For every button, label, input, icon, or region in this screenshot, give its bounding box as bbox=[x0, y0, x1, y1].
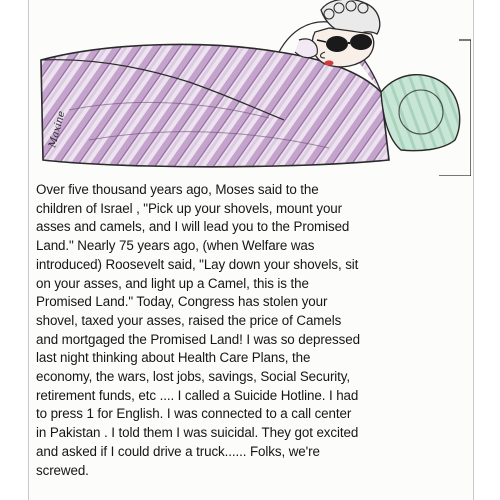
story-line: Promised Land." Today, Congress has stolen your bbox=[36, 294, 328, 310]
story-line: shovel, taxed your asses, raised the price of Camels bbox=[36, 312, 342, 328]
story-line: children of Israel , "Pick up your shovels, mount your bbox=[36, 200, 342, 216]
story-line: introduced) Roosevelt said, "Lay down your shovels, sit bbox=[36, 256, 359, 272]
artist-signature: Maxine bbox=[47, 109, 68, 149]
story-line: screwed. bbox=[36, 462, 89, 478]
blanket-fold bbox=[295, 39, 317, 58]
pillow bbox=[381, 75, 460, 151]
maxine-head bbox=[312, 0, 380, 67]
story-line: asses and camels, and I will lead you to the Promised bbox=[36, 219, 350, 235]
story-line: economy, the wars, lost jobs, savings, Social Security, bbox=[36, 369, 351, 385]
story-line: last night thinking about Health Care Plans, the bbox=[36, 350, 311, 366]
story-line: and asked if I could drive a truck...... Folks, we're bbox=[36, 443, 320, 459]
story-line: Land." Nearly 75 years ago, (when Welfare was bbox=[36, 238, 315, 254]
story-line: Over five thousand years ago, Moses said to the bbox=[36, 182, 319, 197]
story-line: retirement funds, etc .... I called a Suicide Hotline. I had bbox=[36, 387, 359, 403]
maxine-in-bed-cartoon bbox=[29, 0, 471, 176]
story-line: in Pakistan . I told them I was suicidal. They got excited bbox=[36, 425, 359, 441]
story-line: and mortgaged the Promised Land! I was so depressed bbox=[36, 331, 360, 347]
story-text bbox=[36, 181, 468, 480]
story-line: on your asses, and light up a Camel, this is the bbox=[36, 275, 309, 291]
story-line: to press 1 for English. I was connected to a call center bbox=[36, 406, 352, 422]
